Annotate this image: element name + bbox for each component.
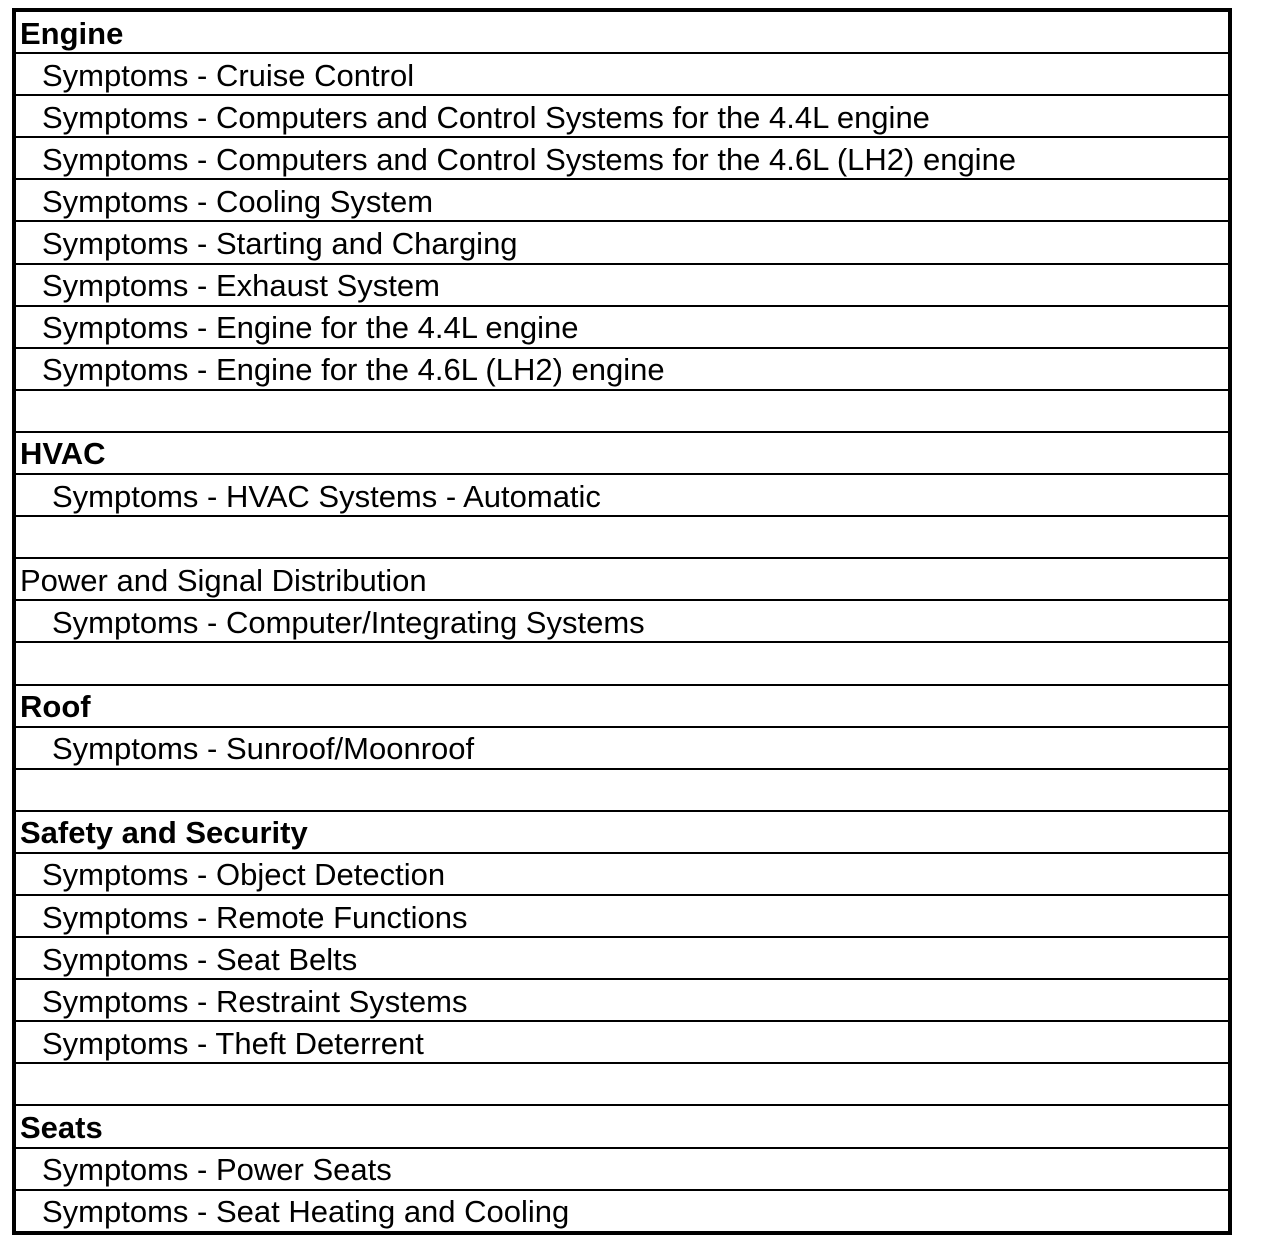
table-row[interactable] xyxy=(16,938,1228,980)
row-text[interactable]: Symptoms - Exhaust System xyxy=(42,268,440,304)
table-row[interactable] xyxy=(16,222,1228,264)
row-text xyxy=(16,536,20,538)
row-text[interactable]: Symptoms - Cruise Control xyxy=(42,57,415,93)
blank-row xyxy=(16,517,1228,559)
row-text: Engine xyxy=(20,15,124,51)
blank-row xyxy=(16,643,1228,685)
row-text xyxy=(16,662,20,664)
table-row[interactable] xyxy=(16,980,1228,1022)
row-text[interactable]: Symptoms - Starting and Charging xyxy=(42,226,518,262)
table-row[interactable] xyxy=(16,601,1228,643)
row-text: HVAC xyxy=(20,436,106,472)
blank-row xyxy=(16,1064,1228,1106)
row-text[interactable]: Symptoms - Engine for the 4.6L (LH2) engine xyxy=(42,352,665,388)
table-row[interactable] xyxy=(16,1022,1228,1064)
table-row[interactable] xyxy=(16,96,1228,138)
row-text[interactable]: Symptoms - Computers and Control Systems for the 4.4L engine xyxy=(42,99,930,135)
section-header-engine xyxy=(16,12,1228,54)
table-row[interactable] xyxy=(16,265,1228,307)
row-text[interactable]: Symptoms - Seat Belts xyxy=(42,941,358,977)
blank-row xyxy=(16,391,1228,433)
row-text[interactable]: Symptoms - Remote Functions xyxy=(42,899,468,935)
row-text: Roof xyxy=(20,689,91,725)
row-text[interactable]: Symptoms - Computers and Control Systems for the 4.6L (LH2) engine xyxy=(42,141,1017,177)
table-row[interactable] xyxy=(16,1149,1228,1191)
symptoms-index-table xyxy=(12,8,1232,1235)
row-text: Safety and Security xyxy=(20,815,308,851)
section-header-roof xyxy=(16,686,1228,728)
table-row[interactable] xyxy=(16,475,1228,517)
row-text xyxy=(16,789,20,791)
table-row[interactable] xyxy=(16,307,1228,349)
row-text[interactable]: Symptoms - Computer/Integrating Systems xyxy=(52,604,645,640)
row-text[interactable]: Symptoms - Power Seats xyxy=(42,1152,392,1188)
row-text: Seats xyxy=(20,1109,103,1145)
table-row[interactable] xyxy=(16,349,1228,391)
section-header-power-signal xyxy=(16,559,1228,601)
row-text[interactable]: Symptoms - Cooling System xyxy=(42,183,434,219)
blank-row xyxy=(16,770,1228,812)
row-text: Power and Signal Distribution xyxy=(20,562,427,598)
row-text[interactable]: Symptoms - Theft Deterrent xyxy=(42,1025,424,1061)
table-row[interactable] xyxy=(16,138,1228,180)
row-text[interactable]: Symptoms - Sunroof/Moonroof xyxy=(52,731,475,767)
row-text xyxy=(16,1083,20,1085)
row-text[interactable]: Symptoms - Seat Heating and Cooling xyxy=(42,1194,570,1230)
section-header-hvac xyxy=(16,433,1228,475)
table-row[interactable] xyxy=(16,854,1228,896)
table-row[interactable] xyxy=(16,54,1228,96)
row-text[interactable]: Symptoms - HVAC Systems - Automatic xyxy=(52,478,601,514)
table-row[interactable] xyxy=(16,1191,1228,1233)
row-text[interactable]: Symptoms - Object Detection xyxy=(42,857,446,893)
table-row[interactable] xyxy=(16,896,1228,938)
table-row[interactable] xyxy=(16,728,1228,770)
section-header-safety-security xyxy=(16,812,1228,854)
section-header-seats xyxy=(16,1106,1228,1148)
table-row[interactable] xyxy=(16,180,1228,222)
row-text xyxy=(16,410,20,412)
row-text[interactable]: Symptoms - Restraint Systems xyxy=(42,983,468,1019)
row-text[interactable]: Symptoms - Engine for the 4.4L engine xyxy=(42,310,579,346)
